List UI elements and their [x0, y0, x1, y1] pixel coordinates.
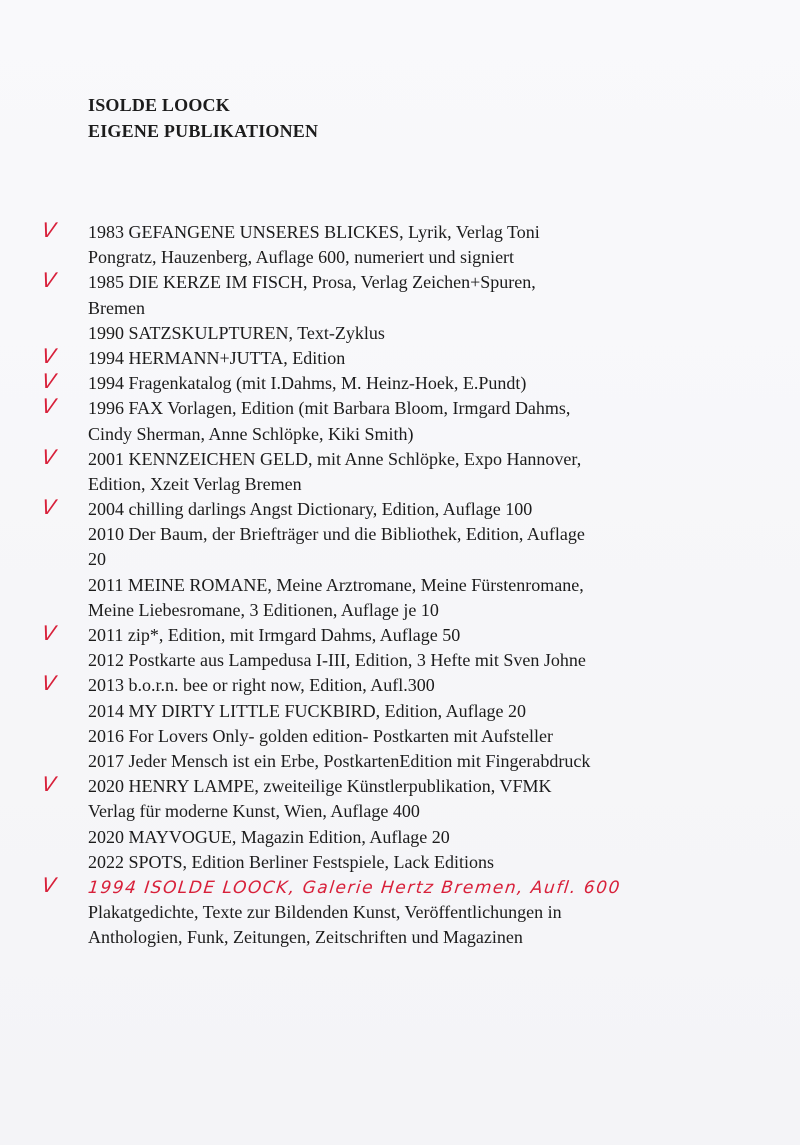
publication-text: 2022 SPOTS, Edition Berliner Festspiele, Lack Editions	[88, 851, 494, 872]
author-name: ISOLDE LOOCK	[88, 95, 230, 115]
publication-line	[40, 369, 788, 396]
publication-line	[40, 772, 788, 799]
publication-line	[88, 825, 788, 850]
red-check-mark-icon: V	[40, 671, 58, 696]
publication-line	[40, 343, 788, 371]
publication-line	[88, 321, 788, 346]
page-heading	[88, 92, 318, 144]
red-check-mark-icon: V	[40, 621, 58, 645]
publication-line	[88, 598, 788, 623]
publication-text: 2020 MAYVOGUE, Magazin Edition, Auflage 20	[88, 826, 450, 847]
red-check-mark-icon: V	[40, 872, 58, 897]
publication-line	[88, 422, 788, 447]
footer-line: Plakatgedichte, Texte zur Bildenden Kunst, Veröffentlichungen in	[88, 902, 562, 923]
red-check-mark-icon: V	[40, 218, 58, 242]
publication-text: 1996 FAX Vorlagen, Edition (mit Barbara Bloom, Irmgard Dahms,	[88, 398, 571, 419]
red-check-mark-icon: V	[40, 369, 58, 394]
publication-text: 1990 SATZSKULPTUREN, Text-Zyklus	[88, 322, 385, 343]
handwritten-entry-line	[40, 872, 788, 900]
publication-text: 1985 DIE KERZE IM FISCH, Prosa, Verlag Zeichen+Spuren,	[88, 272, 536, 293]
publication-text: 2012 Postkarte aus Lampedusa I-III, Edition, 3 Hefte mit Sven Johne	[88, 650, 586, 671]
publication-text: 2004 chilling darlings Angst Dictionary, Edition, Auflage 100	[88, 499, 533, 520]
publication-line	[88, 522, 788, 547]
publication-text: 2017 Jeder Mensch ist ein Erbe, PostkartenEdition mit Fingerabdruck	[88, 750, 591, 771]
publication-text: 2014 MY DIRTY LITTLE FUCKBIRD, Edition, Auflage 20	[88, 700, 527, 721]
publication-line	[40, 268, 788, 295]
publication-text: 1983 GEFANGENE UNSERES BLICKES, Lyrik, Verlag Toni	[88, 222, 540, 242]
publication-line	[88, 573, 788, 598]
publication-line	[40, 218, 788, 245]
publication-line	[88, 547, 788, 572]
publication-text: Bremen	[88, 297, 145, 318]
publication-line	[88, 472, 788, 497]
red-check-mark-icon: V	[40, 495, 58, 520]
red-check-mark-icon: V	[40, 343, 58, 368]
publication-text: 2001 KENNZEICHEN GELD, mit Anne Schlöpke, Expo Hannover,	[88, 448, 582, 469]
publication-text: 2020 HENRY LAMPE, zweiteilige Künstlerpublikation, VFMK	[88, 776, 552, 797]
red-check-mark-icon: V	[40, 772, 58, 797]
publication-text: 2016 For Lovers Only- golden edition- Postkarten mit Aufsteller	[88, 725, 553, 746]
publication-text: Meine Liebesromane, 3 Editionen, Auflage je 10	[88, 599, 439, 620]
publication-line	[88, 699, 788, 724]
publication-line	[88, 245, 788, 270]
publication-text: 2010 Der Baum, der Briefträger und die Bibliothek, Edition, Auflage	[88, 524, 585, 545]
publication-text: 2013 b.o.r.n. bee or right now, Edition, Aufl.300	[88, 675, 435, 696]
publication-text: Edition, Xzeit Verlag Bremen	[88, 473, 302, 494]
section-title: EIGENE PUBLIKATIONEN	[88, 121, 319, 141]
publication-text: Cindy Sherman, Anne Schlöpke, Kiki Smith)	[88, 423, 414, 444]
publication-line	[88, 724, 788, 749]
publication-text: 2011 zip*, Edition, mit Irmgard Dahms, Auflage 50	[88, 625, 461, 645]
publication-line	[88, 799, 788, 824]
publication-line	[88, 296, 788, 321]
handwritten-entry: 1994 ISOLDE LOOCK, Galerie Hertz Bremen, Aufl. 600	[87, 877, 622, 898]
publication-text: 20	[88, 549, 106, 570]
red-check-mark-icon: V	[40, 394, 58, 419]
publication-text: Pongratz, Hauzenberg, Auflage 600, numeriert und signiert	[88, 247, 515, 268]
publication-text: 1994 Fragenkatalog (mit I.Dahms, M. Heinz-Hoek, E.Pundt)	[88, 373, 527, 394]
footer-line: Anthologien, Funk, Zeitungen, Zeitschriften und Magazinen	[88, 927, 523, 948]
publication-line	[88, 749, 788, 774]
publication-line	[88, 648, 788, 673]
publication-text: 1994 HERMANN+JUTTA, Edition	[88, 347, 346, 368]
publication-line	[40, 671, 788, 698]
publication-text: Verlag für moderne Kunst, Wien, Auflage 400	[88, 801, 420, 822]
publication-line	[40, 394, 788, 421]
red-check-mark-icon: V	[40, 268, 58, 293]
publication-line	[40, 444, 788, 472]
publication-line	[88, 850, 788, 875]
publication-text: 2011 MEINE ROMANE, Meine Arztromane, Meine Fürstenromane,	[88, 574, 584, 595]
publication-line	[40, 495, 788, 522]
red-check-mark-icon: V	[40, 444, 58, 469]
publication-line	[40, 621, 788, 648]
publication-list	[40, 218, 788, 950]
